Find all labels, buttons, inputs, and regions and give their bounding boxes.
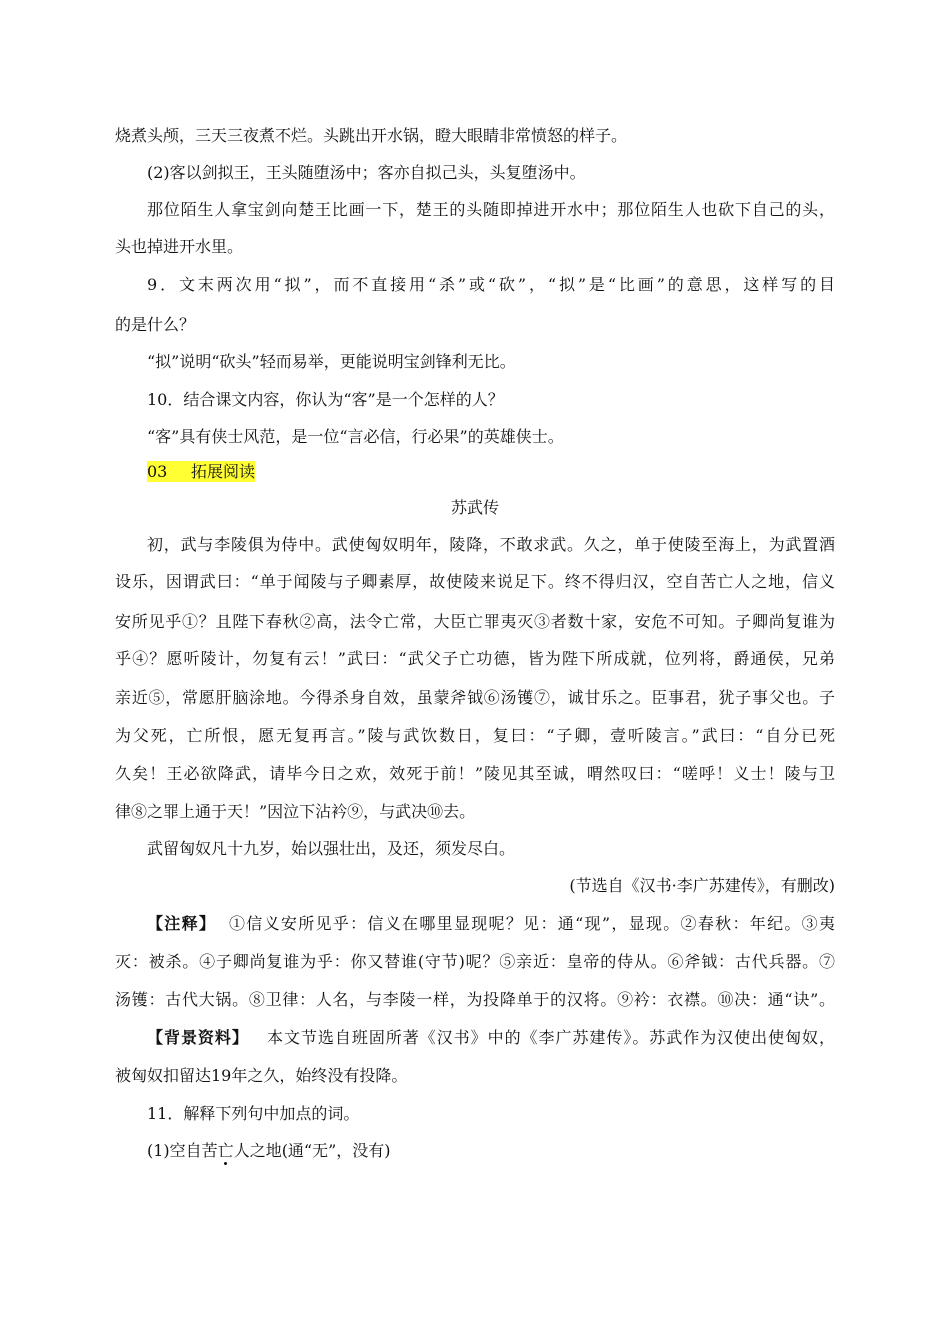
dotted-word: 亡 bbox=[217, 1141, 234, 1160]
passage-line: 律⑧之罪上通于天！”因泣下沾衿⑨，与武决⑩去。 bbox=[115, 802, 476, 821]
passage-line: 初，武与李陵俱为侍中。武使匈奴明年，陵降，不敢求武。久之，单于使陵至海上，为武置酒 bbox=[147, 535, 835, 554]
passage-line: 设乐，因谓武曰：“单于闻陵与子卿素厚，故使陵来说足下。终不得归汉，空自苦亡人之地，信义 bbox=[115, 572, 835, 591]
question-9-cont: 的是什么？ bbox=[115, 315, 196, 334]
passage-line: 为父死，亡所恨，愿无复再言。”陵与武饮数日，复曰：“子卿，壹听陵言。”武曰：“自分已死 bbox=[115, 726, 835, 745]
passage-line: 乎④？愿听陵计，勿复有云！”武曰：“武父子亡功德，皆为陛下所成就，位列将，爵通侯，兄弟 bbox=[115, 649, 835, 668]
question-11: 11．解释下列句中加点的词。 bbox=[147, 1104, 360, 1123]
answer-9: “拟”说明“砍头”轻而易举，更能说明宝剑锋利无比。 bbox=[147, 352, 516, 371]
translation-line: 烧煮头颅，三天三夜煮不烂。头跳出开水锅，瞪大眼睛非常愤怒的样子。 bbox=[115, 126, 628, 145]
notes-line: 灭：被杀。④子卿尚复谁为乎：你又替谁(守节)呢？⑤亲近：皇帝的侍从。⑥斧钺：古代兵器。⑦ bbox=[115, 952, 835, 971]
notes-label: 【注释】 bbox=[147, 914, 217, 933]
passage-line: 久矣！王必欲降武，请毕今日之欢，效死于前！”陵见其至诚，喟然叹曰：“嗟呼！义士！陵与卫 bbox=[115, 764, 835, 783]
section-title: 拓展阅读 bbox=[191, 462, 256, 481]
section-heading bbox=[147, 460, 835, 484]
notes-line bbox=[147, 912, 835, 936]
background-line bbox=[147, 1026, 835, 1050]
source-citation: (节选自《汉书·李广苏建传》，有删改) bbox=[569, 876, 835, 895]
passage-line: 亲近⑤，常愿肝脑涂地。今得杀身自效，虽蒙斧钺⑥汤镬⑦，诚甘乐之。臣事君，犹子事父也。子 bbox=[115, 688, 835, 707]
item-prefix: (1)空自苦 bbox=[147, 1141, 218, 1160]
notes-text: ①信义安所见乎：信义在哪里显现呢？见：通“现”，显现。②春秋：年纪。③夷 bbox=[229, 914, 835, 933]
question-item: (2)客以剑拟王，王头随堕汤中；客亦自拟己头，头复堕汤中。 bbox=[147, 163, 586, 182]
passage-title: 苏武传 bbox=[450, 498, 499, 517]
background-line: 被匈奴扣留达19年之久，始终没有投降。 bbox=[115, 1066, 408, 1085]
passage-line: 安所见乎①？且陛下春秋②高，法令亡常，大臣亡罪夷灭③者数十家，安危不可知。子卿尚复谁为 bbox=[115, 612, 835, 631]
notes-line: 汤镬：古代大锅。⑧卫律：人名，与李陵一样，为投降单于的汉将。⑨衿：衣襟。⑩决：通“诀”。 bbox=[115, 990, 835, 1009]
passage-end: 武留匈奴凡十九岁，始以强壮出，及还，须发尽白。 bbox=[147, 839, 516, 858]
translation-line: 头也掉进开水里。 bbox=[115, 237, 244, 256]
question-9: 9．文末两次用“拟”，而不直接用“杀”或“砍”，“拟”是“比画”的意思，这样写的目 bbox=[147, 275, 835, 294]
question-10: 10．结合课文内容，你认为“客”是一个怎样的人？ bbox=[147, 390, 504, 409]
section-highlight bbox=[147, 461, 255, 482]
question-11-item-1 bbox=[147, 1139, 835, 1163]
answer-10: “客”具有侠士风范，是一位“言必信，行必果”的英雄侠士。 bbox=[147, 427, 564, 446]
section-number: 03 bbox=[147, 462, 168, 481]
item-suffix: 人之地(通“无”，没有) bbox=[233, 1141, 391, 1160]
background-text: 本文节选自班固所著《汉书》中的《李广苏建传》。苏武作为汉使出使匈奴， bbox=[267, 1028, 835, 1047]
background-label: 【背景资料】 bbox=[147, 1028, 249, 1047]
translation-line: 那位陌生人拿宝剑向楚王比画一下，楚王的头随即掉进开水中；那位陌生人也砍下自己的头， bbox=[147, 200, 835, 219]
